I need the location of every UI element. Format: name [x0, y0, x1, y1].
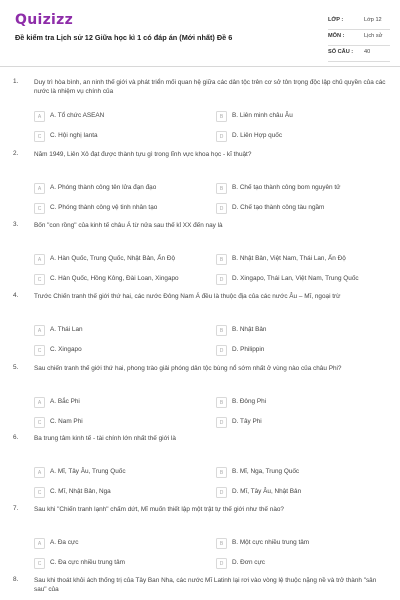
option-text: D. Xingapo, Thái Lan, Việt Nam, Trung Quốc: [232, 275, 359, 282]
option-text: D. Đơn cực: [232, 559, 265, 566]
question-number: 6.: [13, 434, 19, 441]
option-text: D. Mĩ, Tây Âu, Nhật Bản: [232, 488, 302, 495]
option-text: B. Nhật Bản: [232, 326, 267, 333]
question-text: Sau khi thoát khỏi ách thống trị của Tây Ban Nha, các nước Mĩ Latinh lại rơi vào vòng lệ thuộc nặng nề và trở thành "sân sau" của: [34, 577, 377, 593]
option-text: B. Đông Phi: [232, 398, 267, 405]
option-letter-box[interactable]: C: [34, 203, 45, 214]
option-letter-box[interactable]: B: [216, 183, 227, 194]
option-letter-box[interactable]: D: [216, 131, 227, 142]
option-letter-box[interactable]: C: [34, 417, 45, 428]
meta-row-subject: [328, 30, 390, 46]
option-text: D. Philippin: [232, 346, 265, 353]
meta-row-count: [328, 46, 390, 62]
answer-option[interactable]: [216, 131, 386, 143]
answer-option[interactable]: [216, 558, 386, 570]
option-text: C. Mĩ, Nhật Bản, Nga: [50, 488, 111, 495]
question-item: [0, 292, 400, 358]
answer-option[interactable]: [216, 274, 386, 286]
option-letter-box[interactable]: C: [34, 487, 45, 498]
answer-option[interactable]: [34, 111, 204, 123]
document-title: Đề kiểm tra Lịch sử 12 Giữa học kì 1 có đáp án (Mới nhất) Đề 6: [15, 33, 233, 42]
option-letter-box[interactable]: D: [216, 558, 227, 569]
meta-row-class: [328, 14, 390, 30]
option-text: B. Một cực nhiều trung tâm: [232, 539, 310, 546]
answer-option[interactable]: [34, 417, 204, 429]
answer-option[interactable]: [216, 417, 386, 429]
question-text: Duy trì hòa bình, an ninh thế giới và phát triển mối quan hệ giữa các dân tộc trên cơ sở tôn trọng độc lập chủ quyền của các nước là nhiệm vụ chính của: [34, 79, 386, 95]
answer-option[interactable]: [34, 467, 204, 479]
option-letter-box[interactable]: A: [34, 325, 45, 336]
option-letter-box[interactable]: D: [216, 274, 227, 285]
answer-option[interactable]: [34, 345, 204, 357]
question-item: [0, 576, 400, 600]
answer-option[interactable]: [216, 111, 386, 123]
meta-key: LỚP :: [328, 17, 344, 23]
answer-option[interactable]: [216, 183, 386, 195]
answer-option[interactable]: [216, 345, 386, 357]
answer-option[interactable]: [34, 325, 204, 337]
option-text: A. Mĩ, Tây Âu, Trung Quốc: [50, 468, 126, 475]
option-text: A. Thái Lan: [50, 326, 83, 333]
answer-option[interactable]: [216, 538, 386, 550]
answer-option[interactable]: [34, 183, 204, 195]
question-number: 1.: [13, 78, 19, 85]
option-letter-box[interactable]: B: [216, 397, 227, 408]
option-text: C. Đa cực nhiều trung tâm: [50, 559, 125, 566]
answer-option[interactable]: [34, 487, 204, 499]
answer-option[interactable]: [34, 131, 204, 143]
answer-option[interactable]: [34, 274, 204, 286]
option-text: D. Liên Hợp quốc: [232, 132, 283, 139]
option-text: B. Mĩ, Nga, Trung Quốc: [232, 468, 300, 475]
question-number: 5.: [13, 364, 19, 371]
option-letter-box[interactable]: B: [216, 254, 227, 265]
answer-option[interactable]: [216, 397, 386, 409]
question-text: Năm 1949, Liên Xô đạt được thành tựu gì trong lĩnh vực khoa học - kĩ thuật?: [34, 151, 252, 158]
worksheet-header: [0, 0, 400, 64]
option-letter-box[interactable]: C: [34, 274, 45, 285]
option-text: A. Tổ chức ASEAN: [50, 112, 105, 119]
option-letter-box[interactable]: A: [34, 254, 45, 265]
option-letter-box[interactable]: A: [34, 467, 45, 478]
question-number: 4.: [13, 292, 19, 299]
question-item: [0, 505, 400, 571]
option-letter-box[interactable]: A: [34, 397, 45, 408]
option-letter-box[interactable]: A: [34, 183, 45, 194]
option-letter-box[interactable]: C: [34, 345, 45, 356]
answer-option[interactable]: [34, 254, 204, 266]
option-text: C. Xingapo: [50, 346, 82, 353]
question-item: [0, 221, 400, 287]
option-text: B. Nhật Bản, Việt Nam, Thái Lan, Ấn Độ: [232, 255, 346, 262]
option-letter-box[interactable]: B: [216, 111, 227, 122]
meta-table: [328, 14, 390, 62]
option-text: A. Hàn Quốc, Trung Quốc, Nhật Bản, Ấn Độ: [50, 255, 176, 262]
option-letter-box[interactable]: B: [216, 325, 227, 336]
meta-key: MÔN :: [328, 33, 345, 39]
option-letter-box[interactable]: C: [34, 131, 45, 142]
question-number: 2.: [13, 150, 19, 157]
question-text: Trước Chiến tranh thế giới thứ hai, các nước Đông Nam Á đều là thuộc địa của các nước Âu – Mĩ, ngoại trừ: [34, 293, 341, 300]
question-item: [0, 364, 400, 430]
question-number: 8.: [13, 576, 19, 583]
question-item: [0, 78, 400, 144]
quizizz-logo: Quizizz: [15, 12, 74, 28]
option-letter-box[interactable]: A: [34, 538, 45, 549]
option-letter-box[interactable]: A: [34, 111, 45, 122]
option-text: D. Chế tạo thành công tàu ngầm: [232, 204, 325, 211]
answer-option[interactable]: [216, 325, 386, 337]
option-text: C. Nam Phi: [50, 418, 83, 425]
answer-option[interactable]: [34, 203, 204, 215]
meta-value: Lịch sử: [364, 33, 383, 39]
option-text: A. Phóng thành công tên lửa đạn đạo: [50, 184, 157, 191]
option-letter-box[interactable]: D: [216, 417, 227, 428]
question-number: 7.: [13, 505, 19, 512]
option-letter-box[interactable]: D: [216, 345, 227, 356]
question-text: Sau khi "Chiến tranh lạnh" chấm dứt, Mĩ muốn thiết lập một trật tự thế giới như thế nào?: [34, 506, 284, 513]
option-text: C. Hàn Quốc, Hồng Kông, Đài Loan, Xingapo: [50, 275, 179, 282]
option-text: D. Tây Phi: [232, 418, 262, 425]
meta-value: 40: [364, 49, 371, 55]
option-text: C. Phóng thành công vệ tinh nhân tạo: [50, 204, 158, 211]
answer-option[interactable]: [216, 203, 386, 215]
option-text: C. Hội nghị Ianta: [50, 132, 98, 139]
option-letter-box[interactable]: C: [34, 558, 45, 569]
answer-option[interactable]: [34, 538, 204, 550]
question-number: 3.: [13, 221, 19, 228]
option-letter-box[interactable]: D: [216, 203, 227, 214]
question-text: Bốn "con rồng" của kinh tế châu Á từ nửa sau thế kỉ XX đến nay là: [34, 222, 223, 229]
meta-value: Lớp 12: [364, 17, 382, 23]
answer-option[interactable]: [216, 467, 386, 479]
option-letter-box[interactable]: D: [216, 487, 227, 498]
answer-option[interactable]: [216, 254, 386, 266]
meta-key: SỐ CÂU :: [328, 49, 354, 55]
header-divider: [0, 66, 400, 67]
option-text: A. Đa cực: [50, 539, 79, 546]
option-letter-box[interactable]: B: [216, 538, 227, 549]
answer-option[interactable]: [34, 558, 204, 570]
option-text: B. Chế tạo thành công bom nguyên tử: [232, 184, 341, 191]
answer-option[interactable]: [34, 397, 204, 409]
option-text: B. Liên minh châu Âu: [232, 112, 293, 119]
answer-option[interactable]: [216, 487, 386, 499]
question-text: Ba trung tâm kinh tế - tài chính lớn nhất thế giới là: [34, 435, 176, 442]
option-letter-box[interactable]: B: [216, 467, 227, 478]
option-text: A. Bắc Phi: [50, 398, 80, 405]
question-item: [0, 434, 400, 500]
question-item: [0, 150, 400, 216]
question-text: Sau chiến tranh thế giới thứ hai, phong trào giải phóng dân tộc bùng nổ sớm nhất ở vùng nào của châu Phi?: [34, 365, 342, 372]
